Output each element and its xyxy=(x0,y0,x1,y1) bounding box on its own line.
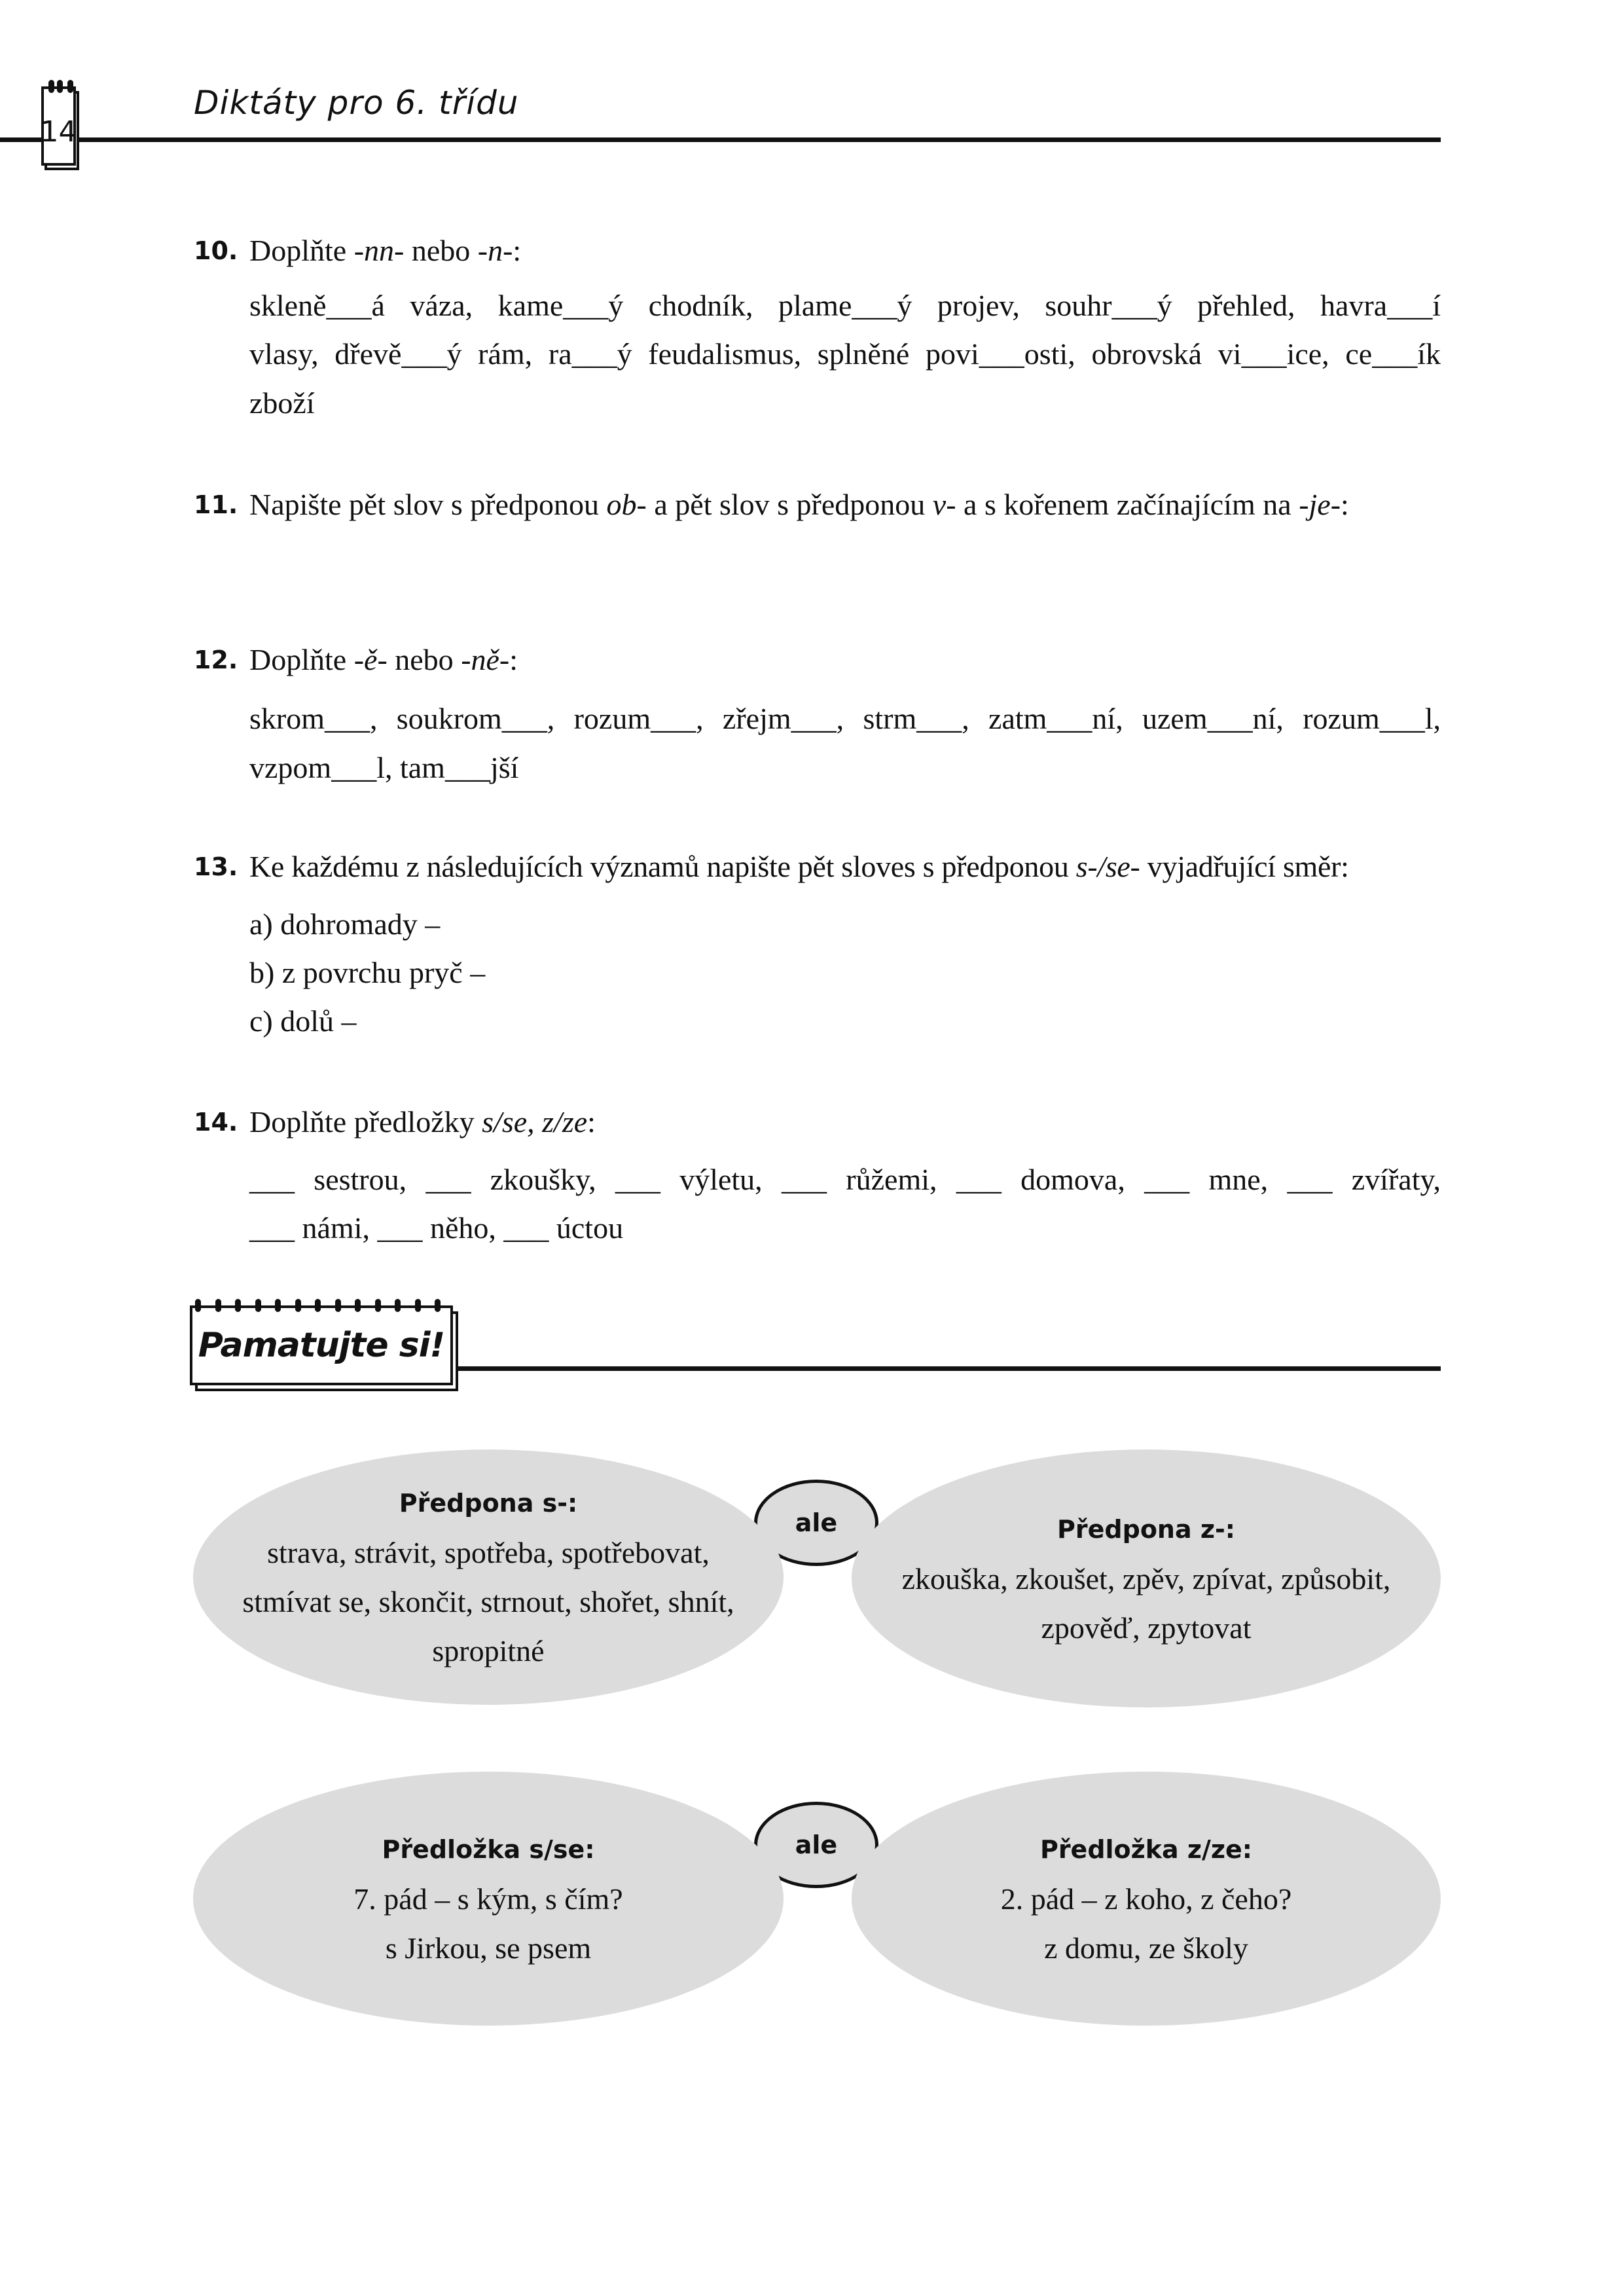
exercise-item: c) dolů – xyxy=(249,1004,357,1038)
ring-icon xyxy=(315,1299,321,1312)
exercise-number: 14. xyxy=(194,1108,238,1137)
exercise-number: 13. xyxy=(194,852,238,881)
ring-icon xyxy=(48,80,54,93)
exercise-number: 11. xyxy=(194,490,238,519)
exercise-item: b) z povrchu pryč – xyxy=(249,956,486,989)
connector-ale: ale xyxy=(754,1480,878,1566)
ring-icon xyxy=(57,80,63,93)
exercise-line: vzpom___l, tam___jší xyxy=(249,751,519,784)
connector-ale: ale xyxy=(754,1802,878,1888)
ring-icon xyxy=(395,1299,401,1312)
page-number xyxy=(41,86,76,166)
exercise-title: Doplňte -nn- nebo -n-: xyxy=(249,234,522,267)
rule-box-prefix-s: Předpona s-: strava, strávit, spotřeba, spotřebovat, stmívat se, skončit, strnout, shořet, shnít, spropitné xyxy=(193,1449,784,1705)
remember-heading: Pamatujte si! xyxy=(190,1305,453,1385)
ring-icon xyxy=(235,1299,241,1312)
page-number-text: 14 xyxy=(40,115,77,149)
ring-icon xyxy=(355,1299,361,1312)
exercise-title: Ke každému z následujících významů napište pět sloves s předponou s-/se- vyjadřující směr: xyxy=(249,850,1349,883)
ring-icon xyxy=(195,1299,201,1312)
remember-rule xyxy=(458,1366,1441,1371)
rule-box-preposition-z: Předložka z/ze: 2. pád – z koho, z čeho? z domu, ze školy xyxy=(852,1772,1441,2026)
exercise-number: 12. xyxy=(194,646,238,674)
page-title: Diktáty pro 6. třídu xyxy=(194,84,519,122)
ring-icon xyxy=(335,1299,341,1312)
exercise-line: ___ sestrou, ___ zkoušky, ___ výletu, ___ růžemi, ___ domova, ___ mne, ___ zvířaty, xyxy=(249,1163,1441,1196)
ring-icon xyxy=(275,1299,281,1312)
ring-icon xyxy=(415,1299,421,1312)
ring-icon xyxy=(215,1299,221,1312)
exercise-line: vlasy, dřevě___ý rám, ra___ý feudalismus, splněné povi___osti, obrovská vi___ice, ce___ík xyxy=(249,337,1441,371)
header-rule xyxy=(0,137,1441,142)
exercise-number: 10. xyxy=(194,236,238,265)
ring-icon xyxy=(435,1299,441,1312)
exercise-line: skleně___á váza, kame___ý chodník, plame___ý projev, souhr___ý přehled, havra___í xyxy=(249,289,1441,322)
rule-box-prefix-z: Předpona z-: zkouška, zkoušet, zpěv, zpívat, způsobit, zpověď, zpytovat xyxy=(852,1449,1441,1707)
exercise-line: ___ námi, ___ něho, ___ úctou xyxy=(249,1211,624,1245)
exercise-line: skrom___, soukrom___, rozum___, zřejm___, strm___, zatm___ní, uzem___ní, rozum___l, xyxy=(249,702,1441,735)
ring-icon xyxy=(255,1299,261,1312)
exercise-title: Napište pět slov s předponou ob- a pět slov s předponou v- a s kořenem začínajícím na -je-: xyxy=(249,488,1349,521)
ring-icon xyxy=(375,1299,381,1312)
rule-box-preposition-s: Předložka s/se: 7. pád – s kým, s čím? s Jirkou, se psem xyxy=(193,1772,784,2026)
exercise-title: Doplňte -ě- nebo -ně-: xyxy=(249,643,518,676)
exercise-title: Doplňte předložky s/se, z/ze: xyxy=(249,1105,596,1139)
ring-icon xyxy=(295,1299,301,1312)
ring-icon xyxy=(67,80,73,93)
exercise-line: zboží xyxy=(249,386,315,420)
exercise-item: a) dohromady – xyxy=(249,907,441,941)
